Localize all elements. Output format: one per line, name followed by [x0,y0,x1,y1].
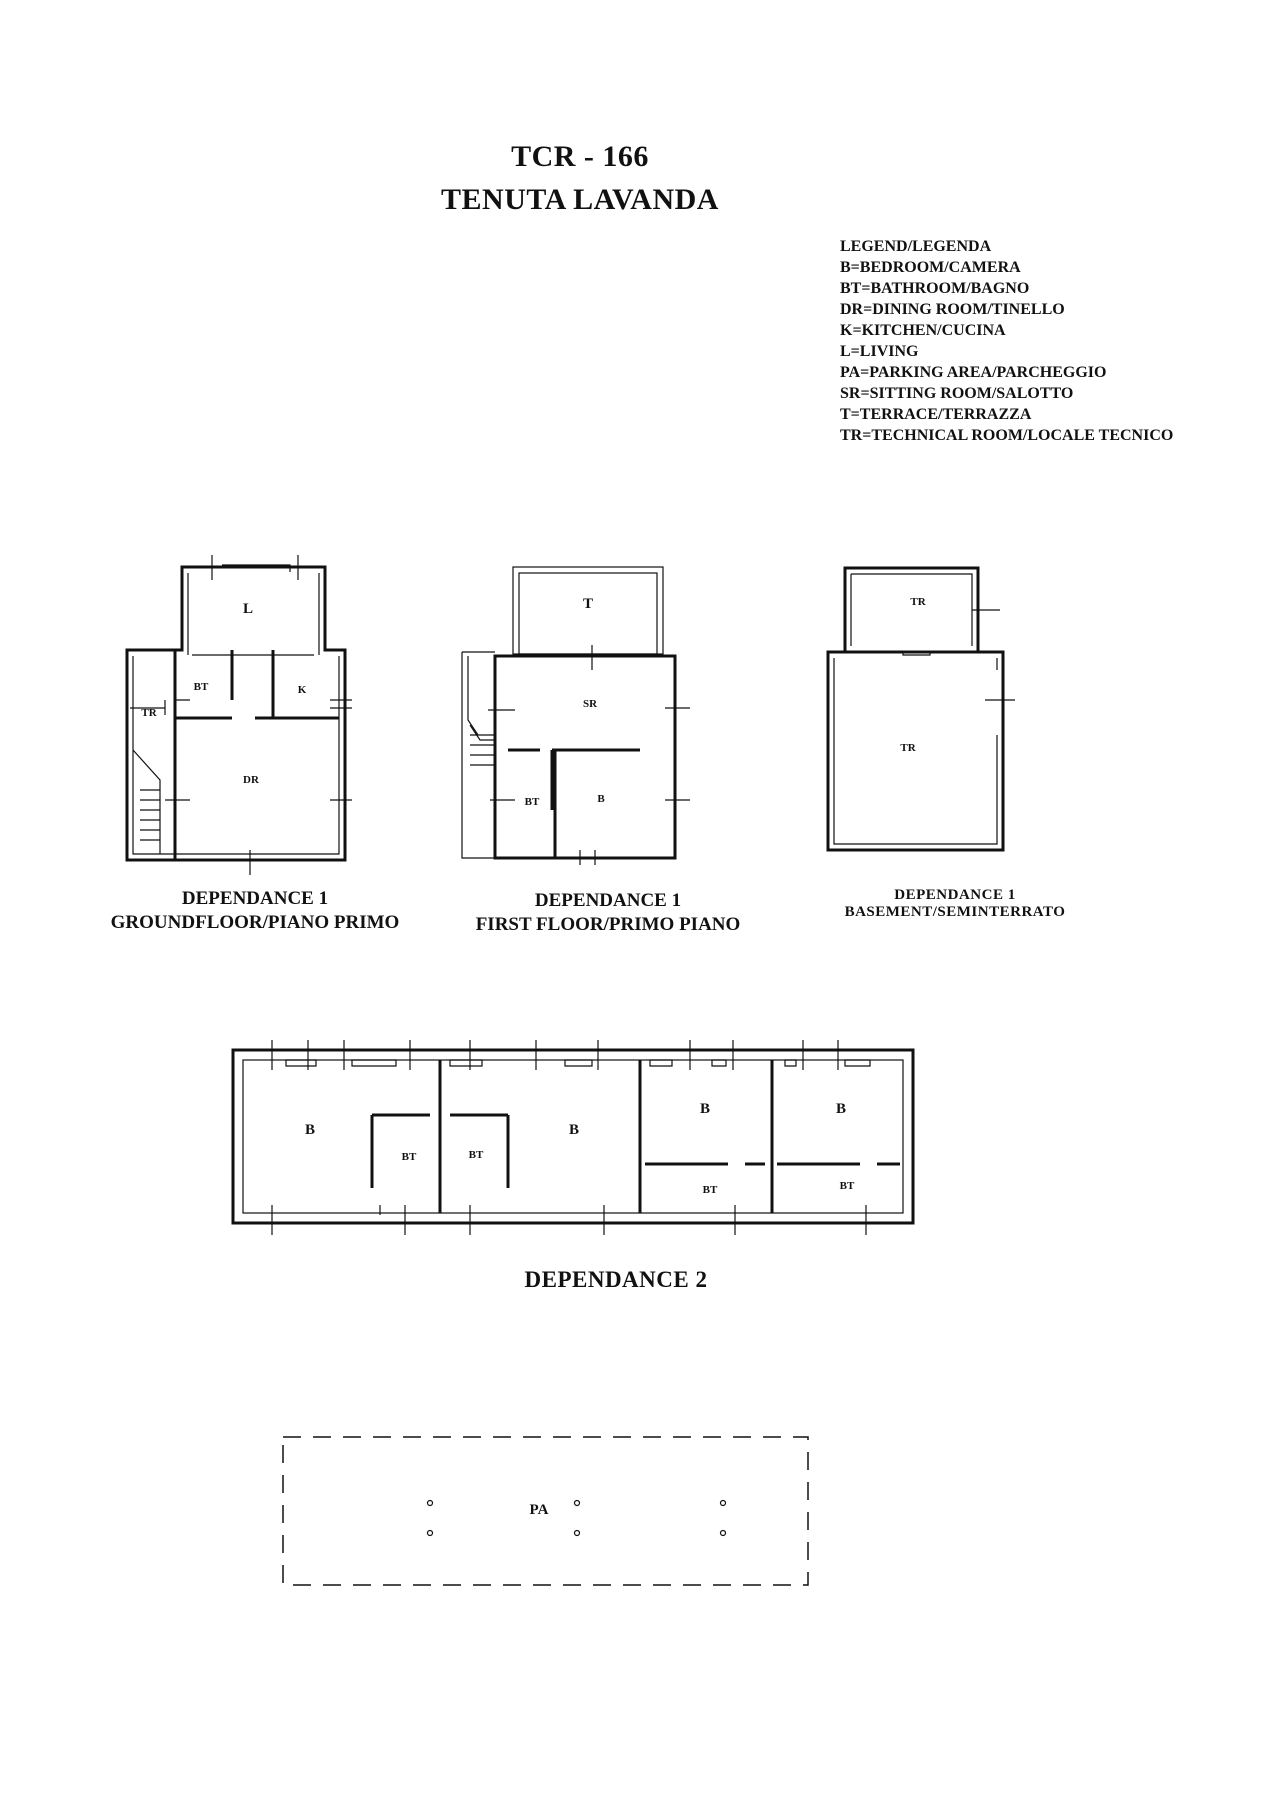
legend-item: DR=DINING ROOM/TINELLO [840,301,1065,318]
room-label: B [304,1122,316,1138]
caption-basement [805,887,1105,921]
room-label: B [597,793,605,805]
plan-ground-floor [127,555,352,875]
room-label: BT [193,681,209,693]
room-label: B [699,1101,711,1117]
document-code: TCR - 166 [511,140,649,173]
room-label: PA [529,1502,549,1518]
room-label: TR [900,742,916,754]
legend-item: K=KITCHEN/CUCINA [840,322,1006,339]
room-label: L [242,601,254,617]
room-label: TR [910,596,926,608]
room-label: B [568,1122,580,1138]
caption-line: DEPENDANCE 1 [534,890,682,911]
caption-line: GROUNDFLOOR/PIANO PRIMO [110,912,400,933]
room-label: T [582,596,594,612]
legend-item: L=LIVING [840,343,919,360]
plan-dependance-2 [233,1040,913,1235]
caption-dependance-2: DEPENDANCE 2 [524,1267,708,1292]
legend-item: BT=BATHROOM/BAGNO [840,280,1030,297]
caption-line: BASEMENT/SEMINTERRATO [844,904,1066,920]
legend-item: PA=PARKING AREA/PARCHEGGIO [840,364,1107,381]
room-label: BT [524,796,540,808]
document-title: TENUTA LAVANDA [441,183,719,216]
room-label: BT [702,1184,718,1196]
legend-item: T=TERRACE/TERRAZZA [840,406,1032,423]
legend-item: SR=SITTING ROOM/SALOTTO [840,385,1074,402]
caption-line: FIRST FLOOR/PRIMO PIANO [475,914,741,935]
caption-line: DEPENDANCE 1 [894,887,1016,903]
room-label: DR [243,774,259,786]
room-label: B [835,1101,847,1117]
room-label: BT [839,1180,855,1192]
room-label: TR [141,707,157,719]
caption-line: DEPENDANCE 1 [181,888,329,909]
room-label: K [297,684,307,696]
plan-first-floor [462,567,690,865]
legend-item: TR=TECHNICAL ROOM/LOCALE TECNICO [840,427,1174,444]
legend-heading: LEGEND/LEGENDA [840,238,992,255]
legend-item: B=BEDROOM/CAMERA [840,259,1021,276]
room-label: SR [582,698,598,710]
plan-parking-area [283,1437,808,1585]
plan-basement [828,568,1015,850]
room-label: BT [468,1149,484,1161]
room-label: BT [401,1151,417,1163]
caption-first-floor [458,889,758,937]
caption-ground-floor [105,887,405,935]
